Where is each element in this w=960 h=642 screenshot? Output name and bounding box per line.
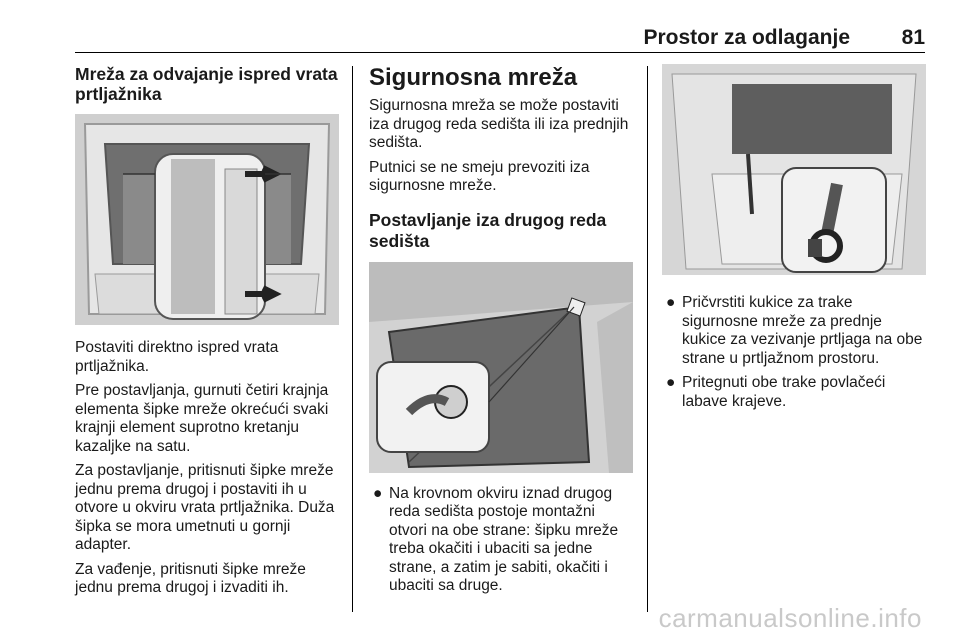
paragraph: Sigurnosna mreža se može postaviti iza drugog reda sedišta ili iza prednjih sedišta. bbox=[369, 97, 629, 151]
header-rule bbox=[75, 52, 925, 53]
watermark-brand: carmanualsonline.info bbox=[658, 603, 922, 633]
column-divider-right bbox=[647, 66, 648, 612]
trunk-hooks-illustration bbox=[662, 64, 926, 275]
heading-net-tailgate: Mreža za odvajanje ispred vrata prtljažnika bbox=[75, 64, 338, 104]
paragraph: Putnici se ne smeju prevoziti iza sigurnosne mreže. bbox=[369, 158, 590, 194]
column-2 bbox=[369, 64, 637, 602]
bullet-icon: ● bbox=[666, 374, 676, 391]
figure-tailgate-net bbox=[75, 114, 339, 325]
column-divider-left bbox=[352, 66, 353, 612]
heading-safety-net: Sigurnosna mreža bbox=[369, 64, 578, 91]
subheading-second-row: Postavljanje iza drugog reda sedišta bbox=[369, 209, 607, 251]
bullet-text: Pričvrstiti kukice za trake sigurnosne mreže za prednje kukice za vezivanje prtljaga na obe strane u prtljažnom prostoru. bbox=[682, 294, 923, 367]
roof-mount-illustration bbox=[369, 262, 633, 473]
section-title: Prostor za odlaganje bbox=[643, 26, 850, 49]
page-header bbox=[75, 26, 925, 52]
bullet-text: Na krovnom okviru iznad drugog reda sedišta postoje montažni otvori na obe strane: šipku mreže treba okačiti i ubaciti sa jedne strane, a zatim je sabiti, okačiti i ubaciti sa druge. bbox=[389, 484, 619, 594]
figure-roof-mount bbox=[369, 262, 633, 473]
figure-trunk-hooks bbox=[662, 64, 926, 275]
bullet-icon: ● bbox=[666, 294, 676, 311]
column-1 bbox=[75, 64, 343, 604]
list-item bbox=[662, 374, 927, 411]
list-item bbox=[369, 485, 637, 596]
bullet-text: Pritegnuti obe trake povlačeći labave krajeve. bbox=[682, 374, 886, 410]
column-3 bbox=[662, 64, 927, 417]
paragraph: Za postavljanje, pritisnuti šipke mreže jednu prema drugoj i postaviti ih u otvore u okviru vrata prtljažnika. Duža šipka se mora umetnuti u gornji adapter. bbox=[75, 462, 335, 553]
paragraph: Pre postavljanja, gurnuti četiri krajnja elementa šipke mreže okrećući svaki krajnji element suprotno kretanju kazaljke na satu. bbox=[75, 382, 329, 455]
tailgate-illustration bbox=[75, 114, 339, 325]
list-item bbox=[662, 294, 927, 368]
bullet-icon: ● bbox=[373, 484, 383, 502]
page-number: 81 bbox=[901, 26, 925, 49]
paragraph: Za vađenje, pritisnuti šipke mreže jednu prema drugoj i izvaditi ih. bbox=[75, 560, 306, 596]
paragraph: Postaviti direktno ispred vrata prtljažnika. bbox=[75, 339, 279, 375]
